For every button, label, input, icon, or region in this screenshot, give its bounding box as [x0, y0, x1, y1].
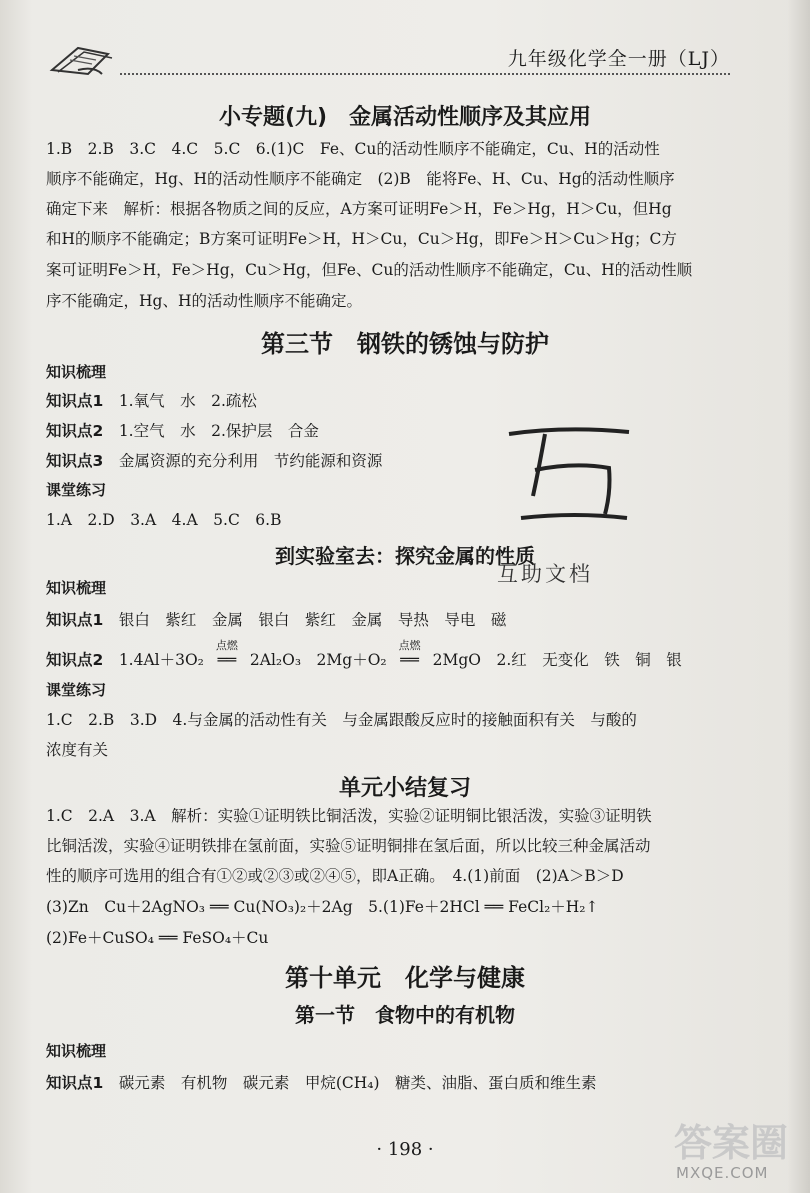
lab-practice-line: 浓度有关 — [46, 741, 109, 759]
point-text: 碳元素 有机物 碳元素 甲烷(CH₄) 糖类、油脂、蛋白质和维生素 — [118, 1074, 597, 1092]
lab-point2 — [46, 639, 682, 670]
section3-title: 第三节 钢铁的锈蚀与防护 — [261, 330, 549, 358]
watermark-url: MXQE.COM — [676, 1164, 769, 1182]
lab-practice-label: 课堂练习 — [46, 681, 107, 699]
book-logo-icon — [48, 40, 120, 78]
stamp-text: 互助文档 — [497, 562, 593, 586]
point-label: 知识点1 — [46, 611, 104, 629]
lab-review-label: 知识梳理 — [46, 579, 107, 597]
equation-part: 1.4Al＋3O₂ — [118, 651, 204, 669]
unit10-point1 — [46, 1071, 597, 1093]
point-label: 知识点2 — [46, 651, 104, 669]
lab-point1 — [46, 608, 506, 630]
header-title: 九年级化学全一册（LJ） — [507, 48, 730, 70]
unit10-section1-title: 第一节 食物中的有机物 — [295, 1003, 515, 1027]
unit-review-line: (2)Fe＋CuSO₄ ══ FeSO₄＋Cu — [46, 929, 269, 947]
point-text: 1.氧气 水 2.疏松 — [118, 392, 257, 410]
topic9-title: 小专题(九) 金属活动性顺序及其应用 — [218, 105, 592, 130]
reaction-condition: 点燃 — [398, 639, 421, 652]
equation-part: 2Al₂O₃ 2Mg＋O₂ — [249, 651, 387, 669]
point-label: 知识点1 — [46, 392, 104, 410]
page-number: · 198 · — [376, 1139, 434, 1160]
unit10-review-label: 知识梳理 — [46, 1042, 107, 1060]
section3-point3 — [46, 449, 382, 471]
unit-review-title: 单元小结复习 — [338, 776, 471, 801]
topic9-line: 1.B 2.B 3.C 4.C 5.C 6.(1)C Fe、Cu的活动性顺序不能确定，Cu、H的活动性 — [46, 140, 660, 158]
point-label: 知识点1 — [46, 1074, 104, 1092]
section3-practice: 1.A 2.D 3.A 4.A 5.C 6.B — [46, 511, 282, 529]
reaction-arrow: 点燃 ══ — [204, 651, 250, 669]
reaction-condition: 点燃 — [215, 639, 238, 652]
topic9-line: 确定下来 解析：根据各物质之间的反应，A方案可证明Fe＞H，Fe＞Hg，H＞Cu，但Hg — [46, 200, 672, 218]
unit-review-line: 性的顺序可选用的组合有①②或②③或②④⑤，即A正确。 4.(1)前面 (2)A＞B＞D — [46, 867, 624, 885]
page-header — [40, 38, 730, 80]
point-text: 金属资源的充分利用 节约能源和资源 — [118, 452, 383, 470]
point-text: 银白 紫红 金属 银白 紫红 金属 导热 导电 磁 — [118, 611, 507, 629]
section3-point2 — [46, 419, 319, 441]
lab-practice-line: 1.C 2.B 3.D 4.与金属的活动性有关 与金属跟酸反应时的接触面积有关 与酸的 — [46, 711, 637, 729]
equation-part: 2MgO 2.红 无变化 铁 铜 银 — [432, 651, 682, 669]
unit-review-line: (3)Zn Cu＋2AgNO₃ ══ Cu(NO₃)₂＋2Ag 5.(1)Fe＋2HCl ══ FeCl₂＋H₂↑ — [46, 898, 599, 916]
topic9-line: 和H的顺序不能确定；B方案可证明Fe＞H，H＞Cu，Cu＞Hg，即Fe＞H＞Cu＞Hg；C方 — [46, 230, 677, 248]
point-label: 知识点2 — [46, 422, 104, 440]
topic9-line: 顺序不能确定，Hg、H的活动性顺序不能确定 (2)B 能将Fe、H、Cu、Hg的活动性顺序 — [46, 170, 675, 188]
point-text: 1.空气 水 2.保护层 合金 — [118, 422, 319, 440]
unit-review-line: 比铜活泼，实验④证明铁排在氢前面，实验⑤证明铜排在氢后面，所以比较三种金属活动 — [46, 837, 651, 855]
topic9-line: 序不能确定，Hg、H的活动性顺序不能确定。 — [46, 292, 362, 310]
topic9-line: 案可证明Fe＞H，Fe＞Hg，Cu＞Hg，但Fe、Cu的活动性顺序不能确定，Cu、H的活动性顺 — [46, 261, 693, 279]
section3-practice-label: 课堂练习 — [46, 481, 107, 499]
unit10-title: 第十单元 化学与健康 — [285, 964, 525, 992]
watermark-brand: 答案圈 — [674, 1121, 789, 1165]
handwritten-stamp-icon — [505, 418, 635, 538]
header-divider — [120, 73, 730, 75]
section3-review-label: 知识梳理 — [46, 363, 107, 381]
section3-point1 — [46, 389, 257, 411]
lab-title: 到实验室去：探究金属的性质 — [275, 544, 535, 568]
reaction-arrow: 点燃 ══ — [387, 651, 433, 669]
unit-review-line: 1.C 2.A 3.A 解析：实验①证明铁比铜活泼，实验②证明铜比银活泼，实验③证明铁 — [46, 807, 652, 825]
point-label: 知识点3 — [46, 452, 104, 470]
